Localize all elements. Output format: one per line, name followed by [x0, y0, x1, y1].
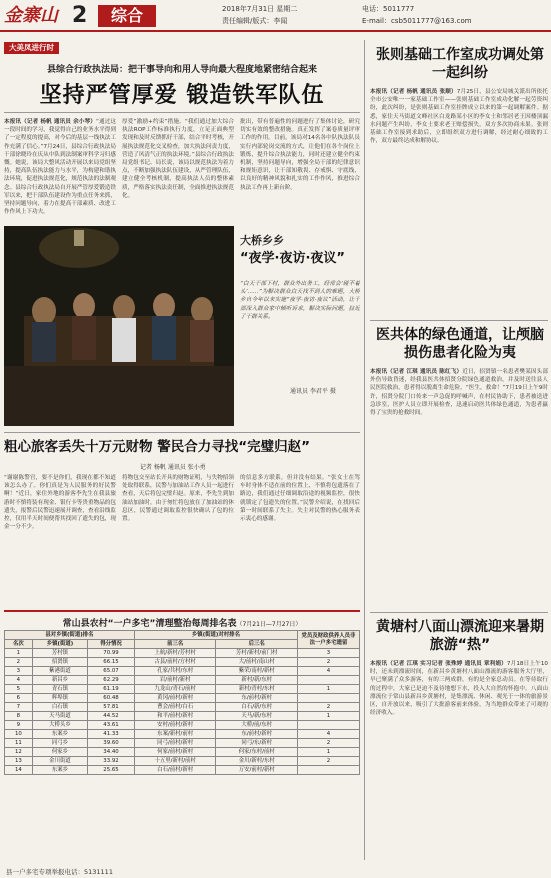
second-headline: 粗心旅客丢失十万元财物 警民合力寻找“完璧归赵”	[4, 439, 310, 455]
second-body-col2: 将物包交至站长开具的财物证明，与失物招领处取得联系，民警与加油站工作人员一起进行查看，天后将包完璧归赵。原来，李先生到加油站加油时，由于匆忙将包放在了加油站的休息区，民警通过调取监控很快确认了包的位置。	[122, 475, 234, 523]
top3-cell: 古县/前村/方村村	[134, 658, 216, 667]
rank-cell: 10	[5, 730, 33, 739]
rank-cell: 7	[5, 703, 33, 712]
rank-cell: 1	[5, 649, 33, 658]
table-period: （7月21日—7月27日）	[236, 621, 302, 628]
table-row	[5, 739, 360, 748]
bottom3-cell: 金川/新村/东村	[216, 757, 298, 766]
table-row	[5, 712, 360, 721]
col-top3: 前三名	[134, 640, 216, 649]
leftover-cell: 1	[298, 712, 360, 721]
issue-date: 2018年7月31日 星期二	[222, 5, 298, 13]
leftover-cell: 3	[298, 649, 360, 658]
town-cell: 紫港街道	[32, 667, 87, 676]
leftover-cell	[298, 694, 360, 703]
night-meeting-photo	[4, 226, 234, 426]
right1-body	[370, 88, 548, 316]
main-headline: 坚持严管厚爱 锻造铁军队伍	[39, 83, 325, 108]
divider	[4, 432, 360, 433]
table-row	[5, 721, 360, 730]
score-cell: 70.99	[88, 649, 135, 658]
main-body-col3: 批出，带有普遍性的问题进行了集体讨论，研究切实有效的整改措施。真正发挥了案卷质量评审工作的作用。目前，该局对14名各中队执法队员实行内部轮岗交流的方式，让他们在各个岗位上锻炼，提升综合执法能力，同时还建立健全约束机制，坚持问题导向，增强全局干部的纪律意识和规矩意识，让干部知敬畏、存戒惧、守底线，以良好的精神风貌和扎实的工作作风，推进综合执法工作再上新台阶。	[240, 119, 360, 191]
right2-body	[370, 368, 548, 608]
second-body-col3: 的信息多方联系，但并没有结果。“张女士在驾车时身体不适在前的位置上，不慎将包遗落在了路边，我们通过仔细调取沿途的视频监控，很快就锁定了包遗失的位置。”民警介绍说，在找回后第一时间联系了失主。失主对民警的热心服务表示衷心的感谢。	[240, 475, 360, 523]
top3-cell: 岩/前村/新村	[134, 676, 216, 685]
leftover-cell: 2	[298, 739, 360, 748]
divider	[370, 612, 548, 613]
score-cell: 43.61	[88, 721, 135, 730]
rank-cell: 14	[5, 766, 33, 775]
top3-cell: 九龙山/青石/前村	[134, 685, 216, 694]
main-body-col2: 厚爱”激励+约束”措施。“我们通过加大综合执法ROP工作标准执行力度，立足正面典型发现和及时反馈抓好干部，结合平时考核，开展执法规范化交叉检查，加大执法问责力度，营造了风清气正的执法环境。”县综合行政执法局党组书记、局长说，该局以规范执法为着力点，不断加强执法队伍建设，从严管理队伍，建立健全考核机制，提高执法人员的整体素质，严格落实执法责任制，全面推进执法规范化。	[122, 119, 234, 199]
page-number: 2	[72, 3, 88, 28]
bottom3-cell: 何家/东村/前村	[216, 748, 298, 757]
rank-cell: 4	[5, 676, 33, 685]
score-cell: 39.60	[88, 739, 135, 748]
col-leftover: 党员及财政供养人员非法一户多宅遗留	[298, 631, 360, 649]
town-cell: 新昌乡	[32, 676, 87, 685]
right1-headline: 张则基础工作室成功调处第一起纠纷	[376, 47, 544, 81]
table-title	[4, 616, 360, 629]
bottom3-cell: 芳村/新村/前门村	[216, 649, 298, 658]
phone-number: 电话：5011777	[362, 5, 415, 13]
bottom3-cell: 天马/新/东村	[216, 712, 298, 721]
score-cell: 65.07	[88, 667, 135, 676]
rank-cell: 5	[5, 685, 33, 694]
town-cell: 青石镇	[32, 685, 87, 694]
score-cell: 61.19	[88, 685, 135, 694]
town-cell: 何家乡	[32, 748, 87, 757]
table-row	[5, 694, 360, 703]
rank-cell: 3	[5, 667, 33, 676]
leftover-cell	[298, 721, 360, 730]
editor-credit: 责任编辑/版式：李闻	[222, 17, 288, 25]
leftover-cell: 2	[298, 703, 360, 712]
photo-kicker: 大桥乡乡	[240, 234, 284, 247]
bottom3-cell: 白石/新/东村	[216, 703, 298, 712]
score-cell: 62.29	[88, 676, 135, 685]
masthead-logo: 金寨山	[4, 5, 58, 26]
photo-byline: 通讯员 李君平 摄	[290, 388, 336, 395]
divider	[370, 320, 548, 321]
top3-cell: 上航/新村/芳村村	[134, 649, 216, 658]
top3-cell: 孔家/共村/东村	[134, 667, 216, 676]
page-header	[0, 0, 551, 32]
town-cell: 同弓乡	[32, 739, 87, 748]
bottom3-cell: 新村/新/东村	[216, 676, 298, 685]
rank-cell: 11	[5, 739, 33, 748]
top3-cell: 何家/前村/新村	[134, 748, 216, 757]
rank-cell: 12	[5, 748, 33, 757]
divider	[4, 610, 360, 612]
divider	[4, 112, 360, 113]
score-cell: 34.40	[88, 748, 135, 757]
page-footer: 县一户多宅专项举报电话：5131111	[6, 868, 113, 876]
table-row	[5, 766, 360, 775]
top3-cell: 十五里/新村/前村	[134, 757, 216, 766]
leftover-cell	[298, 766, 360, 775]
score-cell: 60.48	[88, 694, 135, 703]
top3-cell: 和平/前村/新村	[134, 712, 216, 721]
leftover-cell	[298, 676, 360, 685]
town-cell: 芳村镇	[32, 649, 87, 658]
leftover-cell: 1	[298, 748, 360, 757]
score-cell: 25.65	[88, 766, 135, 775]
right1-body-text: 7月25日，县公安局城关派出所依托全市公安唯一一家基础工作室——张则基础工作室成功化解一起劳资纠纷，此次纠纷，是张则基础工作室挂牌成立以来的第一起调解案件。据悉，家住天马街道文峰社区白龙路某小区的李女士和邻居老王因楼顶漏水问题产生纠纷，李女士要求老王赔偿损失，双方多次协商未果。张则基础工作室接到求助后，立即组织双方进行调解，经过耐心细致的工作，双方最终达成和解协议。	[370, 89, 548, 145]
photo-caption: “白天干部下村，群众外出务工，经常会‘碰不着头’……”为解决群众白天找不到人的难题，大桥乡自今年以来实施“夜学·夜访·夜议”活动，让干部深入群众家中倾听诉求，解决实际问题，拉近了干群关系。	[240, 281, 360, 320]
col-score: 得分情况	[88, 640, 135, 649]
section-tag: 大美凤进行时	[4, 42, 59, 54]
top3-cell: 曹会/前村/白石	[134, 703, 216, 712]
col-rank: 名次	[5, 640, 33, 649]
leftover-cell: 4	[298, 667, 360, 676]
leftover-cell: 1	[298, 685, 360, 694]
town-cell: 天马街道	[32, 712, 87, 721]
score-cell: 33.92	[88, 757, 135, 766]
table-row	[5, 703, 360, 712]
second-body-col1: “谢谢陈警官，要不是你们，我现在都不知道该怎么办了。你们真是为人民服务的好民警啊！”近日，家住外地的游客李先生在我县旅游时不慎将装有现金、银行卡等贵重物品的包遗失，报警后民警迅速展开调查，查看沿线监控，仅用半天时间便帮其找回了遗失的包，现金一分不少。	[4, 475, 116, 531]
table-row	[5, 658, 360, 667]
top3-cell: 同弓/前村/新村	[134, 739, 216, 748]
table-row	[5, 676, 360, 685]
leftover-cell: 2	[298, 658, 360, 667]
score-cell: 44.52	[88, 712, 135, 721]
table-row	[5, 730, 360, 739]
table-row	[5, 649, 360, 658]
col-group-county: 县对乡镇(街道)排名	[5, 631, 135, 640]
top3-cell: 东案/新村/前村	[134, 730, 216, 739]
section-label: 综合	[98, 5, 156, 27]
table-row	[5, 685, 360, 694]
leftover-cell: 4	[298, 730, 360, 739]
bottom3-cell: 紫荣/南村/新村	[216, 667, 298, 676]
rank-cell: 9	[5, 721, 33, 730]
town-cell: 辉埠镇	[32, 694, 87, 703]
score-cell: 41.33	[88, 730, 135, 739]
town-cell: 金川街道	[32, 757, 87, 766]
top3-cell: 白石/前村/新村	[134, 766, 216, 775]
col-group-village: 乡镇(街道)对村排名	[134, 631, 297, 640]
bottom3-cell: 东/前村/新村	[216, 730, 298, 739]
score-cell: 66.15	[88, 658, 135, 667]
rank-cell: 6	[5, 694, 33, 703]
ranking-table	[4, 630, 360, 775]
table-row	[5, 667, 360, 676]
bottom3-cell: 同弓/东/新村	[216, 739, 298, 748]
rank-cell: 13	[5, 757, 33, 766]
bottom3-cell: 大桥/前/东村	[216, 721, 298, 730]
email-address: E-mail：csb5011777@163.com	[362, 17, 472, 25]
photo-illustration	[4, 226, 234, 426]
rank-cell: 2	[5, 658, 33, 667]
score-cell: 57.81	[88, 703, 135, 712]
top3-cell: 黄冈/前村/新村	[134, 694, 216, 703]
main-body-text-1: “通过这一段时间的学习，我觉得自己的业务水平得到了一定程度的提高，对今后的基层一线执法工作充满了信心。”7月24日，县综合行政执法局干部徐晓玲在庆从中队到法制案审科学习归感慨。她说，该局大整风活动开展以来局党组坚持，提高队伍执法能力与水平，为构建和谐执法环境，促进执法规范化，规范执法的法制观念。县综合行政执法局自开展严管厚爱锻造铁军以来，把干部队伍建设作为重点任务来抓，坚持问题导向，着力在提高干部素质、改进工作作风上下功夫。	[4, 119, 116, 216]
table-row	[5, 748, 360, 757]
right2-body-text: 近日，招贤镇一名患者樊某因头部外伤导致昏迷，经我县医共体招贤分院绿色通道救治，并及时送往县人民医院救治，患者得以脱离生命危险。“医生，救命！”7月19日上午9时许，招贤分院门口传来一声急促的呼喊声，在村民协助下，患者被送进急诊室，医护人员立即开展检查，迅速启动医共体绿色通道，为患者赢得了宝贵的抢救时间。	[370, 369, 548, 417]
second-byline: 记者 杨帆 通讯员 张小勇	[140, 464, 206, 471]
bottom3-cell: 万安/前村/新村	[216, 766, 298, 775]
rank-cell: 8	[5, 712, 33, 721]
town-cell: 白石镇	[32, 703, 87, 712]
photo-headline: “夜学·夜访·夜议”	[240, 251, 345, 266]
table-title-text: 常山县农村“一户多宅”清理整治每周排名表	[62, 619, 237, 629]
right3-body-text: 7月18日上午10时，还未到漂流时间，在新昌乡黄塘村八面山漂流的游客服务大厅里，早已聚满了众多游客，有的三两成群，有的是全家总动员。在等待取行的过程中，大家已是迫不及待地想下水，投入大自然的怀抱中。八面山漂流位于常山县新昌乡黄塘村，是集漂流、休闲、观光于一体的旅游景区，自开放以来，吸引了大批游客前来体验，为当地群众带来了可观的经济收入。	[370, 661, 548, 717]
right1-byline: 本报讯（记者 杨帆 通讯员 张顺）	[370, 89, 457, 95]
right2-headline: 医共体的绿色通道，让颅脑损伤患者化险为夷	[376, 327, 544, 361]
table-row	[5, 757, 360, 766]
bottom3-cell: 新村/青村/东村	[216, 685, 298, 694]
col-town: 乡镇(街道)	[32, 640, 87, 649]
right2-byline: 本报讯（记者 江琪 通讯员 陈红飞）	[370, 369, 463, 375]
town-cell: 招贤镇	[32, 658, 87, 667]
bottom3-cell: 东/前村/新村	[216, 694, 298, 703]
table-body	[5, 649, 360, 775]
town-cell: 大桥头乡	[32, 721, 87, 730]
leftover-cell: 2	[298, 757, 360, 766]
column-divider	[364, 40, 365, 860]
right3-headline: 黄塘村八面山漂流迎来暑期旅游“热”	[376, 619, 544, 653]
col-bottom3: 后三名	[216, 640, 298, 649]
ranking-table-wrap	[4, 630, 360, 775]
town-cell: 东案乡	[32, 766, 87, 775]
main-kicker: 县综合行政执法局：把干事导向和用人导向最大程度地紧密结合起来	[46, 65, 317, 75]
top3-cell: 安村/前村/新村	[134, 721, 216, 730]
right3-body	[370, 660, 548, 860]
bottom3-cell: 大/前村/南山村	[216, 658, 298, 667]
main-byline: 本报讯（记者 杨帆 通讯员 余小琴）	[4, 119, 96, 125]
town-cell: 东案乡	[32, 730, 87, 739]
right3-byline: 本报讯（记者 江琪 实习记者 张殊婷 通讯员 章利娟）	[370, 661, 507, 667]
